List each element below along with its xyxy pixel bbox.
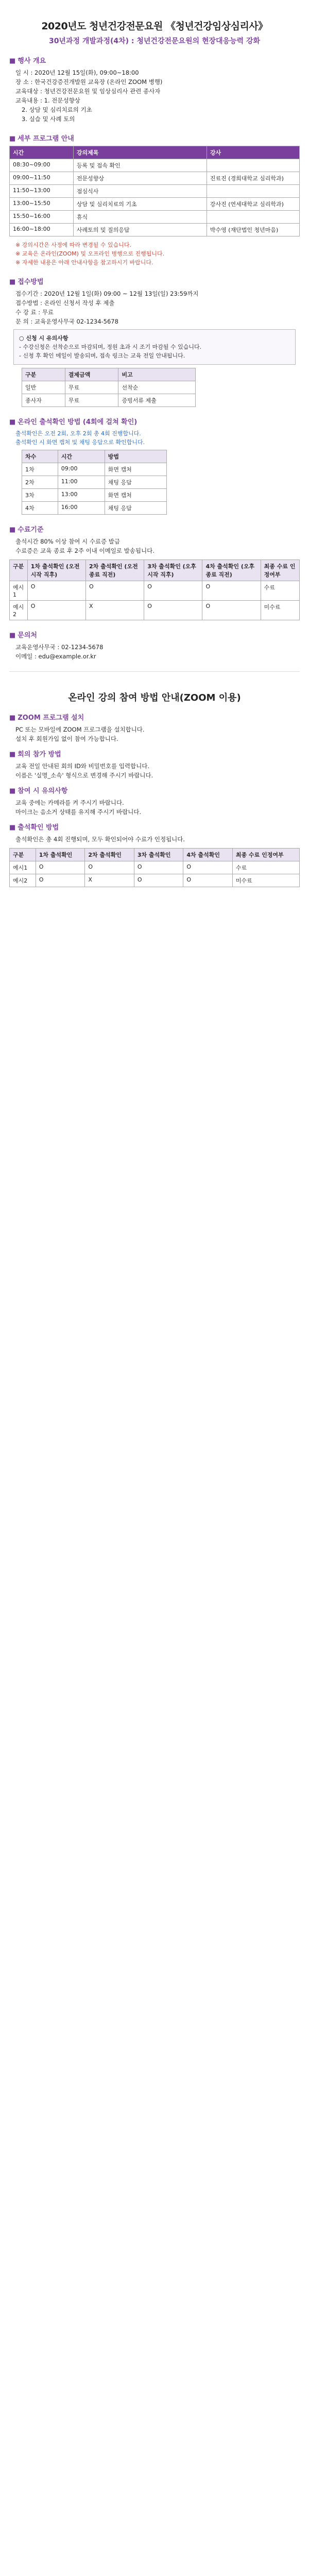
guide-section xyxy=(9,690,300,887)
guide-line: 교육 중에는 카메라를 켜 주시기 바랍니다. xyxy=(15,799,124,806)
note-line: ※ 자세한 내용은 아래 안내사항을 참고하시기 바랍니다. xyxy=(15,259,153,266)
table-row: 예시1 O O O O 수료 xyxy=(10,581,300,601)
attendance-check-table xyxy=(22,450,167,515)
table-row: 11:50~13:00 점심식사 xyxy=(10,185,300,198)
guide-heading: ■ 회의 참가 방법 xyxy=(9,751,61,758)
zoom-note-line: 출석확인은 오전 2회, 오후 2회 총 4회 진행합니다. xyxy=(15,430,141,437)
page-subtitle: 30년과정 개발과정(4차) : 청년건강전문요원의 현장대응능력 강화 xyxy=(48,37,261,45)
application-notice-box xyxy=(13,329,296,365)
table-header: 강의제목 xyxy=(73,146,207,159)
table-header: 시간 xyxy=(58,450,105,463)
box-line: - 수강신청은 선착순으로 마감되며, 정원 초과 시 조기 마감될 수 있습니다. xyxy=(19,344,202,350)
zoom-notice-section xyxy=(9,416,300,515)
guide-attendance-table xyxy=(9,848,300,887)
fee-table xyxy=(22,368,196,407)
table-row: 2차 11:00 채팅 응답 xyxy=(22,476,167,489)
application-section xyxy=(9,276,300,407)
guide-line: 마이크는 음소거 상태를 유지해 주시기 바랍니다. xyxy=(15,808,142,816)
note-line: ※ 교육은 온라인(ZOOM) 및 오프라인 병행으로 진행됩니다. xyxy=(15,250,165,257)
square-bullet-icon: ■ xyxy=(9,278,16,286)
overview-line: 2. 상담 및 심리치료의 기초 xyxy=(22,106,92,113)
table-header: 시간 xyxy=(10,146,74,159)
square-bullet-icon: ■ xyxy=(9,824,16,832)
square-bullet-icon: ■ xyxy=(9,418,16,426)
guide-heading: ■ 출석확인 방법 xyxy=(9,824,59,832)
guide-heading: ■ 참여 시 유의사항 xyxy=(9,787,68,795)
overview-line: 일 시 : 2020년 12월 15일(화), 09:00~18:00 xyxy=(15,69,139,76)
zoom-notice-heading: ■ 온라인 출석확인 방법 (4회에 걸쳐 확인) xyxy=(9,418,138,426)
overview-heading: ■ 행사 개요 xyxy=(9,57,46,65)
table-header: 구분 xyxy=(10,560,28,581)
overview-section xyxy=(9,55,300,124)
guide-line: 교육 전일 안내된 회의 ID와 비밀번호를 입력합니다. xyxy=(15,762,150,770)
contact-line: 이메일 : edu@example.or.kr xyxy=(15,653,96,660)
contact-section xyxy=(9,630,300,661)
table-header: 최종 수료 인정여부 xyxy=(232,849,299,861)
guide-line: 이름은 '실명_소속' 형식으로 변경해 주시기 바랍니다. xyxy=(15,772,153,779)
overview-line: 교육내용 : 1. 전문성향상 xyxy=(15,97,80,104)
table-header: 2차 출석확인 (오전 종료 직전) xyxy=(85,560,144,581)
square-bullet-icon: ■ xyxy=(9,714,16,722)
square-bullet-icon: ■ xyxy=(9,57,16,65)
page-title: 2020년도 청년건강전문요원 《청년건강임상심리사》 xyxy=(41,21,268,32)
divider xyxy=(9,671,300,672)
schedule-section xyxy=(9,133,300,267)
table-header: 비고 xyxy=(118,368,196,381)
table-row: 09:00~11:50 전문성향상 진료진 (경희대학교 심리학과) xyxy=(10,172,300,185)
schedule-heading: ■ 세부 프로그램 안내 xyxy=(9,135,74,143)
table-row: 13:00~15:50 상담 및 심리치료의 기초 강사진 (연세대학교 심리학과) xyxy=(10,198,300,211)
guide-line: PC 또는 모바일에 ZOOM 프로그램을 설치합니다. xyxy=(15,726,145,733)
table-row: 일반 무료 선착순 xyxy=(22,381,196,394)
guide-heading: ■ ZOOM 프로그램 설치 xyxy=(9,714,84,722)
table-header: 방법 xyxy=(105,450,166,463)
table-row: 08:30~09:00 등록 및 접속 확인 xyxy=(10,159,300,172)
box-line: - 신청 후 확인 메일이 발송되며, 접속 링크는 교육 전일 안내됩니다. xyxy=(19,352,185,359)
schedule-table xyxy=(9,146,300,236)
table-row: 종사자 무료 증빙서류 제출 xyxy=(22,394,196,407)
table-header: 1차 출석확인 (오전 시작 직후) xyxy=(27,560,85,581)
table-header: 구분 xyxy=(10,849,36,861)
guide-line: 설치 후 회원가입 없이 참여 가능합니다. xyxy=(15,735,118,742)
header xyxy=(9,0,300,46)
table-header: 구분 xyxy=(22,368,65,381)
table-header: 강사 xyxy=(207,146,299,159)
table-row: 4차 16:00 채팅 응답 xyxy=(22,502,167,515)
attendance-line: 수료증은 교육 종료 후 2주 이내 이메일로 발송됩니다. xyxy=(15,547,154,554)
application-line: 문 의 : 교육운영사무국 02-1234-5678 xyxy=(15,318,118,325)
attendance-example-table xyxy=(9,560,300,620)
guide-line: 출석확인은 총 4회 진행되며, 모두 확인되어야 수료가 인정됩니다. xyxy=(15,836,185,843)
table-row: 16:00~18:00 사례토의 및 질의응답 박수영 (재단법인 청년마음) xyxy=(10,224,300,236)
overview-line: 장 소 : 한국건강증진개발원 교육장 (온라인 ZOOM 병행) xyxy=(15,78,163,86)
square-bullet-icon: ■ xyxy=(9,526,16,534)
table-header: 결제금액 xyxy=(65,368,118,381)
overview-line: 교육대상 : 청년건강전문요원 및 임상심리사 관련 종사자 xyxy=(15,88,161,95)
table-row: 예시1 O O O O 수료 xyxy=(10,861,300,874)
application-line: 접수방법 : 온라인 신청서 작성 후 제출 xyxy=(15,299,115,307)
square-bullet-icon: ■ xyxy=(9,135,16,143)
application-line: 접수기간 : 2020년 12월 1일(화) 09:00 ~ 12월 13일(일) 23:59까지 xyxy=(15,290,199,297)
attendance-heading: ■ 수료기준 xyxy=(9,526,44,534)
table-row: 15:50~16:00 휴식 xyxy=(10,211,300,224)
square-bullet-icon: ■ xyxy=(9,751,16,758)
contact-line: 교육운영사무국 : 02-1234-5678 xyxy=(15,643,104,651)
table-row: 예시2 O X O O 미수료 xyxy=(10,874,300,887)
application-heading: ■ 접수방법 xyxy=(9,278,44,286)
table-header: 4차 출석확인 (오후 종료 직전) xyxy=(202,560,261,581)
contact-heading: ■ 문의처 xyxy=(9,632,37,639)
box-line: ○ 신청 시 유의사항 xyxy=(19,335,68,342)
attendance-line: 출석시간 80% 이상 참여 시 수료증 발급 xyxy=(15,538,121,545)
table-header: 3차 출석확인 xyxy=(134,849,183,861)
table-header: 2차 출석확인 xyxy=(85,849,134,861)
table-row: 예시2 O X O O 미수료 xyxy=(10,601,300,620)
table-row: 3차 13:00 화면 캡처 xyxy=(22,489,167,502)
note-line: ※ 강의시간은 사정에 따라 변경될 수 있습니다. xyxy=(15,242,131,248)
overview-line: 3. 실습 및 사례 토의 xyxy=(22,115,75,123)
square-bullet-icon: ■ xyxy=(9,787,16,795)
zoom-note-line: 출석확인 시 화면 캡처 및 채팅 응답으로 확인합니다. xyxy=(15,439,145,446)
application-line: 수 강 료 : 무료 xyxy=(15,309,54,316)
table-header: 3차 출석확인 (오후 시작 직후) xyxy=(144,560,202,581)
table-header: 4차 출석확인 xyxy=(183,849,233,861)
table-row: 1차 09:00 화면 캡처 xyxy=(22,463,167,476)
table-header: 차수 xyxy=(22,450,58,463)
table-header: 최종 수료 인정여부 xyxy=(261,560,299,581)
table-header: 1차 출석확인 xyxy=(36,849,85,861)
guide-title: 온라인 강의 참여 방법 안내(ZOOM 이용) xyxy=(68,692,241,703)
attendance-section xyxy=(9,524,300,620)
square-bullet-icon: ■ xyxy=(9,632,16,639)
